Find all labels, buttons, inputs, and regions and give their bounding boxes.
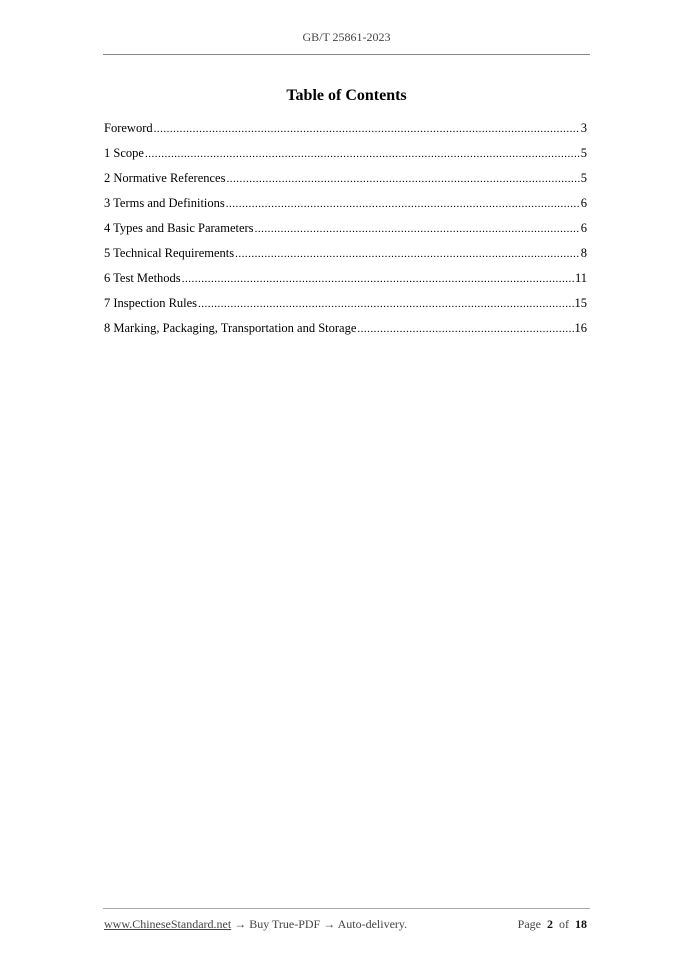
table-of-contents xyxy=(104,121,587,346)
toc-entry-test-methods[interactable] xyxy=(104,271,587,296)
toc-entry-inspection-rules[interactable] xyxy=(104,296,587,321)
page-of: of xyxy=(559,917,569,931)
toc-entry-page: 5 xyxy=(580,146,587,160)
toc-entry-page: 11 xyxy=(574,271,587,285)
toc-entry-label: 2 Normative References xyxy=(104,171,226,185)
toc-entry-label: Foreword xyxy=(104,121,153,135)
toc-entry-label: 4 Types and Basic Parameters xyxy=(104,221,254,235)
footer-promo xyxy=(104,917,407,932)
buy-text: Buy True-PDF xyxy=(249,917,321,931)
page-footer xyxy=(104,917,587,932)
toc-entry-marking-packaging[interactable] xyxy=(104,321,587,346)
toc-entry-page: 15 xyxy=(574,296,587,310)
toc-entry-foreword[interactable] xyxy=(104,121,587,146)
arrow-icon: → xyxy=(231,917,250,931)
toc-entry-normative-references[interactable] xyxy=(104,171,587,196)
toc-entry-scope[interactable] xyxy=(104,146,587,171)
page-current: 2 xyxy=(547,917,553,931)
toc-entry-page: 6 xyxy=(580,221,587,235)
toc-entry-page: 8 xyxy=(580,246,587,260)
toc-dot-leader xyxy=(182,273,574,285)
toc-entry-terms-definitions[interactable] xyxy=(104,196,587,221)
page-number xyxy=(518,917,587,932)
toc-entry-page: 6 xyxy=(580,196,587,210)
toc-dot-leader xyxy=(198,298,573,310)
toc-dot-leader xyxy=(154,123,580,135)
toc-dot-leader xyxy=(235,248,580,260)
page-total: 18 xyxy=(575,917,587,931)
header-divider xyxy=(103,54,590,55)
toc-title: Table of Contents xyxy=(286,87,407,104)
toc-entry-label: 1 Scope xyxy=(104,146,144,160)
toc-dot-leader xyxy=(226,173,579,185)
arrow-icon: → xyxy=(320,917,338,931)
toc-entry-page: 5 xyxy=(580,171,587,185)
toc-entry-label: 8 Marking, Packaging, Transportation and Storage xyxy=(104,321,357,335)
toc-entry-technical-requirements[interactable] xyxy=(104,246,587,271)
page-header xyxy=(0,30,693,45)
toc-entry-label: 3 Terms and Definitions xyxy=(104,196,225,210)
toc-dot-leader xyxy=(226,198,580,210)
footer-divider xyxy=(103,908,590,909)
toc-entry-label: 6 Test Methods xyxy=(104,271,181,285)
toc-entry-page: 16 xyxy=(574,321,587,335)
toc-entry-label: 7 Inspection Rules xyxy=(104,296,198,310)
page-prefix: Page xyxy=(517,917,541,931)
toc-entry-types-parameters[interactable] xyxy=(104,221,587,246)
toc-entry-page: 3 xyxy=(580,121,587,135)
toc-dot-leader xyxy=(255,223,580,235)
standard-code: GB/T 25861-2023 xyxy=(302,30,391,44)
delivery-text: Auto-delivery. xyxy=(337,917,408,931)
toc-dot-leader xyxy=(357,323,573,335)
toc-entry-label: 5 Technical Requirements xyxy=(104,246,235,260)
site-link[interactable]: www.ChineseStandard.net xyxy=(104,917,232,931)
toc-dot-leader xyxy=(145,148,580,160)
